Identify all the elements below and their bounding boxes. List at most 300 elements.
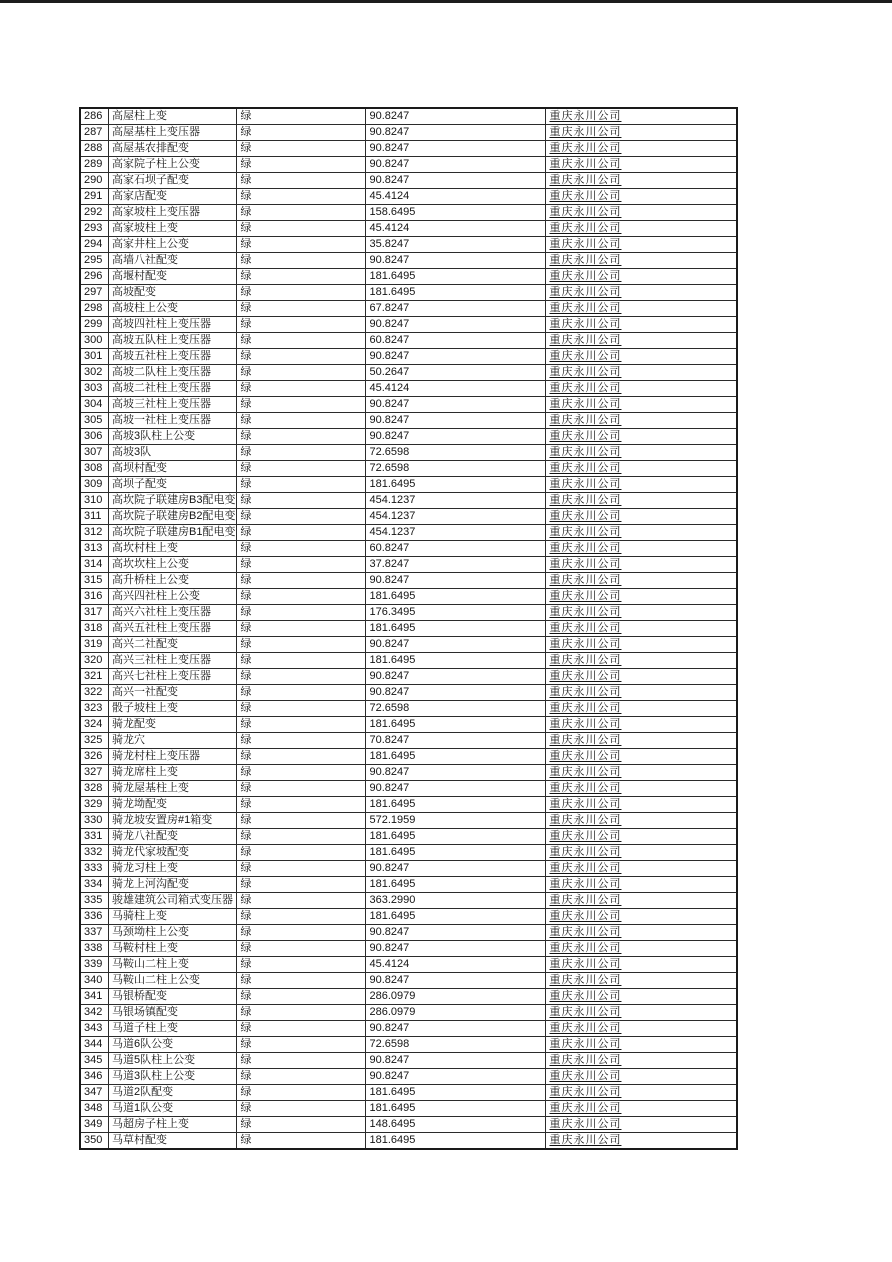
status-cell: 绿 xyxy=(237,1069,366,1085)
device-name-cell: 马银场镇配变 xyxy=(109,1005,237,1021)
device-name-cell: 高墙八社配变 xyxy=(109,253,237,269)
capacity-cell: 72.6598 xyxy=(366,701,546,717)
table-row xyxy=(80,477,737,493)
row-number-cell: 305 xyxy=(80,413,109,429)
status-cell: 绿 xyxy=(237,269,366,285)
device-name-cell: 高坝子配变 xyxy=(109,477,237,493)
device-name-cell: 高屋柱上变 xyxy=(109,108,237,125)
page-top-border xyxy=(0,0,892,3)
company-cell: 重庆永川公司 xyxy=(546,269,738,285)
row-number-cell: 318 xyxy=(80,621,109,637)
row-number-cell: 287 xyxy=(80,125,109,141)
company-cell: 重庆永川公司 xyxy=(546,125,738,141)
table-row xyxy=(80,845,737,861)
company-cell: 重庆永川公司 xyxy=(546,653,738,669)
row-number-cell: 300 xyxy=(80,333,109,349)
row-number-cell: 302 xyxy=(80,365,109,381)
table-row xyxy=(80,1005,737,1021)
company-cell: 重庆永川公司 xyxy=(546,781,738,797)
capacity-cell: 45.4124 xyxy=(366,189,546,205)
table-row xyxy=(80,237,737,253)
row-number-cell: 294 xyxy=(80,237,109,253)
status-cell: 绿 xyxy=(237,108,366,125)
row-number-cell: 330 xyxy=(80,813,109,829)
row-number-cell: 339 xyxy=(80,957,109,973)
row-number-cell: 349 xyxy=(80,1117,109,1133)
row-number-cell: 345 xyxy=(80,1053,109,1069)
company-cell: 重庆永川公司 xyxy=(546,413,738,429)
company-cell: 重庆永川公司 xyxy=(546,685,738,701)
row-number-cell: 316 xyxy=(80,589,109,605)
device-name-cell: 骑龙上河沟配变 xyxy=(109,877,237,893)
device-name-cell: 马道3队柱上公变 xyxy=(109,1069,237,1085)
table-row xyxy=(80,413,737,429)
capacity-cell: 148.6495 xyxy=(366,1117,546,1133)
table-row xyxy=(80,685,737,701)
table-row xyxy=(80,781,737,797)
device-name-cell: 马鞍山二柱上公变 xyxy=(109,973,237,989)
device-name-cell: 骑龙屋基柱上变 xyxy=(109,781,237,797)
device-name-cell: 马道6队公变 xyxy=(109,1037,237,1053)
table-row xyxy=(80,733,737,749)
table-row xyxy=(80,893,737,909)
table-row xyxy=(80,1053,737,1069)
status-cell: 绿 xyxy=(237,1021,366,1037)
capacity-cell: 90.8247 xyxy=(366,669,546,685)
capacity-cell: 90.8247 xyxy=(366,1021,546,1037)
company-cell: 重庆永川公司 xyxy=(546,1053,738,1069)
row-number-cell: 347 xyxy=(80,1085,109,1101)
row-number-cell: 308 xyxy=(80,461,109,477)
company-cell: 重庆永川公司 xyxy=(546,973,738,989)
device-name-cell: 马草村配变 xyxy=(109,1133,237,1150)
row-number-cell: 337 xyxy=(80,925,109,941)
status-cell: 绿 xyxy=(237,749,366,765)
status-cell: 绿 xyxy=(237,285,366,301)
company-cell: 重庆永川公司 xyxy=(546,797,738,813)
table-row xyxy=(80,397,737,413)
capacity-cell: 35.8247 xyxy=(366,237,546,253)
company-cell: 重庆永川公司 xyxy=(546,493,738,509)
table-row xyxy=(80,749,737,765)
status-cell: 绿 xyxy=(237,221,366,237)
capacity-cell: 181.6495 xyxy=(366,909,546,925)
company-cell: 重庆永川公司 xyxy=(546,637,738,653)
device-name-cell: 高家井柱上公变 xyxy=(109,237,237,253)
capacity-cell: 181.6495 xyxy=(366,621,546,637)
capacity-cell: 181.6495 xyxy=(366,589,546,605)
company-cell: 重庆永川公司 xyxy=(546,909,738,925)
company-cell: 重庆永川公司 xyxy=(546,669,738,685)
capacity-cell: 72.6598 xyxy=(366,1037,546,1053)
capacity-cell: 181.6495 xyxy=(366,285,546,301)
table-body xyxy=(80,108,737,1149)
device-name-cell: 高坡3队 xyxy=(109,445,237,461)
device-name-cell: 高屋基农排配变 xyxy=(109,141,237,157)
status-cell: 绿 xyxy=(237,397,366,413)
row-number-cell: 317 xyxy=(80,605,109,621)
company-cell: 重庆永川公司 xyxy=(546,557,738,573)
table-row xyxy=(80,637,737,653)
device-name-cell: 高兴四社柱上公变 xyxy=(109,589,237,605)
company-cell: 重庆永川公司 xyxy=(546,429,738,445)
device-name-cell: 高坡配变 xyxy=(109,285,237,301)
device-name-cell: 骑龙席柱上变 xyxy=(109,765,237,781)
device-name-cell: 骑龙穴 xyxy=(109,733,237,749)
status-cell: 绿 xyxy=(237,1037,366,1053)
capacity-cell: 158.6495 xyxy=(366,205,546,221)
capacity-cell: 90.8247 xyxy=(366,125,546,141)
capacity-cell: 181.6495 xyxy=(366,845,546,861)
company-cell: 重庆永川公司 xyxy=(546,573,738,589)
status-cell: 绿 xyxy=(237,925,366,941)
company-cell: 重庆永川公司 xyxy=(546,989,738,1005)
company-cell: 重庆永川公司 xyxy=(546,301,738,317)
company-cell: 重庆永川公司 xyxy=(546,141,738,157)
status-cell: 绿 xyxy=(237,781,366,797)
row-number-cell: 331 xyxy=(80,829,109,845)
device-name-cell: 高坡二社柱上变压器 xyxy=(109,381,237,397)
table-row xyxy=(80,589,737,605)
company-cell: 重庆永川公司 xyxy=(546,253,738,269)
table-row xyxy=(80,1101,737,1117)
table-row xyxy=(80,909,737,925)
company-cell: 重庆永川公司 xyxy=(546,621,738,637)
capacity-cell: 181.6495 xyxy=(366,1085,546,1101)
row-number-cell: 332 xyxy=(80,845,109,861)
capacity-cell: 45.4124 xyxy=(366,957,546,973)
capacity-cell: 90.8247 xyxy=(366,685,546,701)
device-name-cell: 高坎坎柱上公变 xyxy=(109,557,237,573)
device-name-cell: 骑龙坳配变 xyxy=(109,797,237,813)
device-name-cell: 马鞍村柱上变 xyxy=(109,941,237,957)
row-number-cell: 327 xyxy=(80,765,109,781)
device-name-cell: 高家店配变 xyxy=(109,189,237,205)
row-number-cell: 326 xyxy=(80,749,109,765)
company-cell: 重庆永川公司 xyxy=(546,445,738,461)
table-row xyxy=(80,925,737,941)
capacity-cell: 90.8247 xyxy=(366,781,546,797)
status-cell: 绿 xyxy=(237,189,366,205)
status-cell: 绿 xyxy=(237,573,366,589)
row-number-cell: 322 xyxy=(80,685,109,701)
status-cell: 绿 xyxy=(237,205,366,221)
status-cell: 绿 xyxy=(237,333,366,349)
device-name-cell: 高坡四社柱上变压器 xyxy=(109,317,237,333)
company-cell: 重庆永川公司 xyxy=(546,397,738,413)
company-cell: 重庆永川公司 xyxy=(546,525,738,541)
row-number-cell: 343 xyxy=(80,1021,109,1037)
status-cell: 绿 xyxy=(237,605,366,621)
row-number-cell: 324 xyxy=(80,717,109,733)
status-cell: 绿 xyxy=(237,461,366,477)
row-number-cell: 344 xyxy=(80,1037,109,1053)
company-cell: 重庆永川公司 xyxy=(546,845,738,861)
company-cell: 重庆永川公司 xyxy=(546,1037,738,1053)
capacity-cell: 37.8247 xyxy=(366,557,546,573)
table-row xyxy=(80,253,737,269)
device-name-cell: 高坎村柱上变 xyxy=(109,541,237,557)
table-row xyxy=(80,1069,737,1085)
device-name-cell: 高升桥柱上公变 xyxy=(109,573,237,589)
capacity-cell: 286.0979 xyxy=(366,1005,546,1021)
capacity-cell: 181.6495 xyxy=(366,1101,546,1117)
status-cell: 绿 xyxy=(237,717,366,733)
capacity-cell: 181.6495 xyxy=(366,477,546,493)
company-cell: 重庆永川公司 xyxy=(546,1021,738,1037)
device-name-cell: 骑龙配变 xyxy=(109,717,237,733)
row-number-cell: 289 xyxy=(80,157,109,173)
row-number-cell: 299 xyxy=(80,317,109,333)
table-row xyxy=(80,333,737,349)
row-number-cell: 342 xyxy=(80,1005,109,1021)
table-row xyxy=(80,317,737,333)
row-number-cell: 336 xyxy=(80,909,109,925)
device-name-cell: 马超房子柱上变 xyxy=(109,1117,237,1133)
status-cell: 绿 xyxy=(237,173,366,189)
company-cell: 重庆永川公司 xyxy=(546,477,738,493)
row-number-cell: 314 xyxy=(80,557,109,573)
device-name-cell: 骑龙坡安置房#1箱变 xyxy=(109,813,237,829)
row-number-cell: 303 xyxy=(80,381,109,397)
row-number-cell: 320 xyxy=(80,653,109,669)
status-cell: 绿 xyxy=(237,941,366,957)
capacity-cell: 181.6495 xyxy=(366,877,546,893)
company-cell: 重庆永川公司 xyxy=(546,765,738,781)
company-cell: 重庆永川公司 xyxy=(546,205,738,221)
company-cell: 重庆永川公司 xyxy=(546,829,738,845)
device-name-cell: 骏雄建筑公司箱式变压器 xyxy=(109,893,237,909)
device-name-cell: 高坎院子联建房B3配电变 xyxy=(109,493,237,509)
company-cell: 重庆永川公司 xyxy=(546,349,738,365)
row-number-cell: 321 xyxy=(80,669,109,685)
company-cell: 重庆永川公司 xyxy=(546,877,738,893)
table-row xyxy=(80,541,737,557)
status-cell: 绿 xyxy=(237,1101,366,1117)
table-row xyxy=(80,205,737,221)
table-row xyxy=(80,989,737,1005)
status-cell: 绿 xyxy=(237,973,366,989)
status-cell: 绿 xyxy=(237,237,366,253)
company-cell: 重庆永川公司 xyxy=(546,333,738,349)
row-number-cell: 313 xyxy=(80,541,109,557)
company-cell: 重庆永川公司 xyxy=(546,381,738,397)
device-name-cell: 骑龙八社配变 xyxy=(109,829,237,845)
capacity-cell: 363.2990 xyxy=(366,893,546,909)
table-row xyxy=(80,509,737,525)
row-number-cell: 298 xyxy=(80,301,109,317)
capacity-cell: 286.0979 xyxy=(366,989,546,1005)
row-number-cell: 293 xyxy=(80,221,109,237)
status-cell: 绿 xyxy=(237,253,366,269)
capacity-cell: 90.8247 xyxy=(366,765,546,781)
capacity-cell: 181.6495 xyxy=(366,717,546,733)
status-cell: 绿 xyxy=(237,1053,366,1069)
capacity-cell: 90.8247 xyxy=(366,925,546,941)
capacity-cell: 90.8247 xyxy=(366,1053,546,1069)
capacity-cell: 181.6495 xyxy=(366,269,546,285)
row-number-cell: 291 xyxy=(80,189,109,205)
row-number-cell: 335 xyxy=(80,893,109,909)
table-row xyxy=(80,717,737,733)
capacity-cell: 70.8247 xyxy=(366,733,546,749)
row-number-cell: 288 xyxy=(80,141,109,157)
company-cell: 重庆永川公司 xyxy=(546,717,738,733)
device-name-cell: 骑龙村柱上变压器 xyxy=(109,749,237,765)
company-cell: 重庆永川公司 xyxy=(546,941,738,957)
status-cell: 绿 xyxy=(237,157,366,173)
status-cell: 绿 xyxy=(237,493,366,509)
table-row xyxy=(80,973,737,989)
device-name-cell: 高堰村配变 xyxy=(109,269,237,285)
table-row xyxy=(80,173,737,189)
status-cell: 绿 xyxy=(237,301,366,317)
device-name-cell: 高兴五社柱上变压器 xyxy=(109,621,237,637)
row-number-cell: 312 xyxy=(80,525,109,541)
table-row xyxy=(80,525,737,541)
table-row xyxy=(80,1021,737,1037)
status-cell: 绿 xyxy=(237,765,366,781)
capacity-cell: 90.8247 xyxy=(366,108,546,125)
device-name-cell: 高兴六社柱上变压器 xyxy=(109,605,237,621)
device-table xyxy=(79,107,738,1150)
capacity-cell: 181.6495 xyxy=(366,653,546,669)
device-name-cell: 高坡一社柱上变压器 xyxy=(109,413,237,429)
company-cell: 重庆永川公司 xyxy=(546,1069,738,1085)
status-cell: 绿 xyxy=(237,1117,366,1133)
row-number-cell: 323 xyxy=(80,701,109,717)
device-name-cell: 马道1队公变 xyxy=(109,1101,237,1117)
table-row xyxy=(80,1133,737,1150)
row-number-cell: 315 xyxy=(80,573,109,589)
status-cell: 绿 xyxy=(237,893,366,909)
table-row xyxy=(80,557,737,573)
table-row xyxy=(80,269,737,285)
row-number-cell: 329 xyxy=(80,797,109,813)
row-number-cell: 328 xyxy=(80,781,109,797)
status-cell: 绿 xyxy=(237,477,366,493)
row-number-cell: 310 xyxy=(80,493,109,509)
capacity-cell: 90.8247 xyxy=(366,173,546,189)
table-row xyxy=(80,1037,737,1053)
status-cell: 绿 xyxy=(237,445,366,461)
company-cell: 重庆永川公司 xyxy=(546,733,738,749)
capacity-cell: 90.8247 xyxy=(366,941,546,957)
status-cell: 绿 xyxy=(237,637,366,653)
status-cell: 绿 xyxy=(237,701,366,717)
row-number-cell: 301 xyxy=(80,349,109,365)
table-row xyxy=(80,157,737,173)
capacity-cell: 50.2647 xyxy=(366,365,546,381)
row-number-cell: 307 xyxy=(80,445,109,461)
status-cell: 绿 xyxy=(237,509,366,525)
row-number-cell: 341 xyxy=(80,989,109,1005)
company-cell: 重庆永川公司 xyxy=(546,108,738,125)
device-name-cell: 高坎院子联建房B2配电变 xyxy=(109,509,237,525)
capacity-cell: 454.1237 xyxy=(366,509,546,525)
device-name-cell: 高家石坝子配变 xyxy=(109,173,237,189)
table-row xyxy=(80,941,737,957)
table-row xyxy=(80,365,737,381)
row-number-cell: 306 xyxy=(80,429,109,445)
company-cell: 重庆永川公司 xyxy=(546,285,738,301)
status-cell: 绿 xyxy=(237,1133,366,1150)
capacity-cell: 90.8247 xyxy=(366,157,546,173)
status-cell: 绿 xyxy=(237,685,366,701)
capacity-cell: 90.8247 xyxy=(366,253,546,269)
company-cell: 重庆永川公司 xyxy=(546,1085,738,1101)
table-row xyxy=(80,221,737,237)
table-row xyxy=(80,957,737,973)
device-name-cell: 高兴一社配变 xyxy=(109,685,237,701)
capacity-cell: 181.6495 xyxy=(366,797,546,813)
capacity-cell: 90.8247 xyxy=(366,413,546,429)
company-cell: 重庆永川公司 xyxy=(546,173,738,189)
table-row xyxy=(80,573,737,589)
table-row xyxy=(80,861,737,877)
device-name-cell: 高坎院子联建房B1配电变 xyxy=(109,525,237,541)
status-cell: 绿 xyxy=(237,349,366,365)
device-name-cell: 马鞍山二柱上变 xyxy=(109,957,237,973)
company-cell: 重庆永川公司 xyxy=(546,189,738,205)
capacity-cell: 90.8247 xyxy=(366,973,546,989)
table-row xyxy=(80,605,737,621)
device-name-cell: 高坝村配变 xyxy=(109,461,237,477)
company-cell: 重庆永川公司 xyxy=(546,317,738,333)
table-row xyxy=(80,108,737,125)
status-cell: 绿 xyxy=(237,589,366,605)
table-row xyxy=(80,285,737,301)
device-name-cell: 高兴二社配变 xyxy=(109,637,237,653)
company-cell: 重庆永川公司 xyxy=(546,541,738,557)
table-row xyxy=(80,701,737,717)
table-row xyxy=(80,621,737,637)
row-number-cell: 290 xyxy=(80,173,109,189)
row-number-cell: 296 xyxy=(80,269,109,285)
device-name-cell: 骰子坡柱上变 xyxy=(109,701,237,717)
capacity-cell: 90.8247 xyxy=(366,429,546,445)
capacity-cell: 72.6598 xyxy=(366,461,546,477)
status-cell: 绿 xyxy=(237,1085,366,1101)
device-name-cell: 高坡三社柱上变压器 xyxy=(109,397,237,413)
row-number-cell: 333 xyxy=(80,861,109,877)
row-number-cell: 286 xyxy=(80,108,109,125)
status-cell: 绿 xyxy=(237,541,366,557)
row-number-cell: 348 xyxy=(80,1101,109,1117)
company-cell: 重庆永川公司 xyxy=(546,893,738,909)
table-row xyxy=(80,877,737,893)
table-row xyxy=(80,493,737,509)
status-cell: 绿 xyxy=(237,1005,366,1021)
capacity-cell: 90.8247 xyxy=(366,1069,546,1085)
table-row xyxy=(80,445,737,461)
row-number-cell: 304 xyxy=(80,397,109,413)
status-cell: 绿 xyxy=(237,989,366,1005)
company-cell: 重庆永川公司 xyxy=(546,221,738,237)
table-row xyxy=(80,381,737,397)
company-cell: 重庆永川公司 xyxy=(546,1117,738,1133)
device-name-cell: 马道5队柱上公变 xyxy=(109,1053,237,1069)
table-row xyxy=(80,461,737,477)
company-cell: 重庆永川公司 xyxy=(546,509,738,525)
table-row xyxy=(80,301,737,317)
capacity-cell: 72.6598 xyxy=(366,445,546,461)
status-cell: 绿 xyxy=(237,845,366,861)
status-cell: 绿 xyxy=(237,957,366,973)
device-name-cell: 高家院子柱上公变 xyxy=(109,157,237,173)
capacity-cell: 60.8247 xyxy=(366,333,546,349)
capacity-cell: 90.8247 xyxy=(366,573,546,589)
